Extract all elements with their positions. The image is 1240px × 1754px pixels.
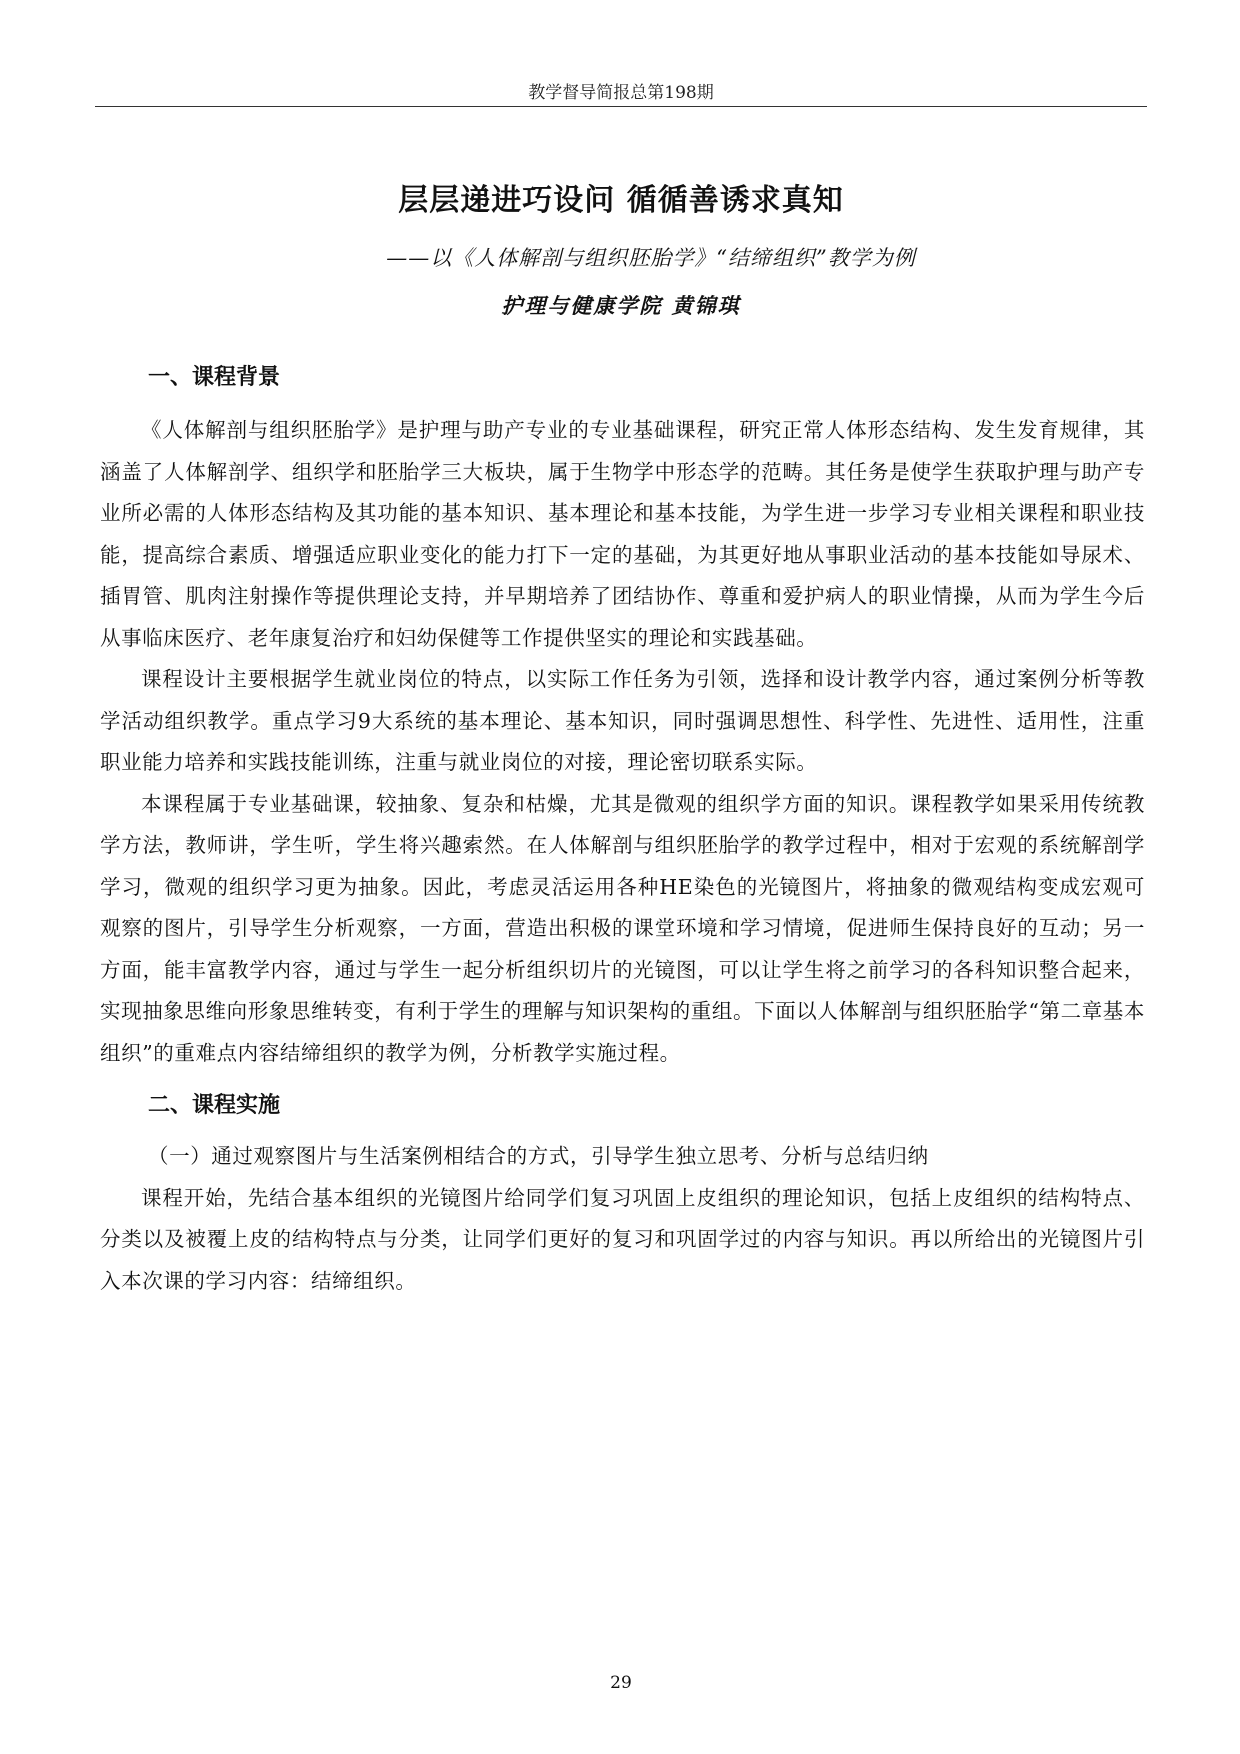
page-number: 29: [610, 1673, 632, 1693]
paragraph: 本课程属于专业基础课，较抽象、复杂和枯燥，尤其是微观的组织学方面的知识。课程教学如果采用传统教学方法，教师讲，学生听，学生将兴趣索然。在人体解剖与组织胚胎学的教学过程中，相对于宏观的系统解剖学学习，微观的组织学习更为抽象。因此，考虑灵活运用各种HE染色的光镜图片，将抽象的微观结构变成宏观可观察的图片，引导学生分析观察，一方面，营造出积极的课堂环境和学习情境，促进师生保持良好的互动；另一方面，能丰富教学内容，通过与学生一起分析组织切片的光镜图，可以让学生将之前学习的各科知识整合起来，实现抽象思维向形象思维转变，有利于学生的理解与知识架构的重组。下面以人体解剖与组织胚胎学“第二章基本组织”的重难点内容结缔组织的教学为例，分析教学实施过程。: [100, 791, 1145, 1065]
paragraph: 《人体解剖与组织胚胎学》是护理与助产专业的专业基础课程，研究正常人体形态结构、发生发育规律，其涵盖了人体解剖学、组织学和胚胎学三大板块，属于生物学中形态学的范畴。其任务是使学生获取护理与助产专业所必需的人体形态结构及其功能的基本知识、基本理论和基本技能，为学生进一步学习专业相关课程和职业技能，提高综合素质、增强适应职业变化的能力打下一定的基础，为其更好地从事职业活动的基本技能如导尿术、插胃管、肌肉注射操作等提供理论支持，并早期培养了团结协作、尊重和爱护病人的职业情操，从而为学生今后从事临床医疗、老年康复治疗和妇幼保健等工作提供坚实的理论和实践基础。: [100, 418, 1145, 650]
paragraph: 课程开始，先结合基本组织的光镜图片给同学们复习巩固上皮组织的理论知识，包括上皮组织的结构特点、分类以及被覆上皮的结构特点与分类，让同学们更好的复习和巩固学过的内容与知识。再以所给出的光镜图片引入本次课的学习内容：结缔组织。: [100, 1185, 1145, 1293]
section-heading-implementation: 二、课程实施: [148, 1093, 281, 1118]
article-title: 层层递进巧设问 循循善诱求真知: [398, 183, 844, 218]
section-heading-background: 一、课程背景: [148, 365, 281, 390]
article-subtitle: ——以《人体解剖与组织胚胎学》“结缔组织”教学为例: [386, 246, 916, 270]
paragraph: 课程设计主要根据学生就业岗位的特点，以实际工作任务为引领，选择和设计教学内容，通过案例分析等教学活动组织教学。重点学习9大系统的基本理论、基本知识，同时强调思想性、科学性、先进性、适用性，注重职业能力培养和实践技能训练，注重与就业岗位的对接，理论密切联系实际。: [100, 667, 1145, 774]
article-body: [100, 360, 1145, 1302]
article-author: 护理与健康学院 黄锦琪: [501, 293, 741, 318]
header-divider: [95, 106, 1147, 107]
subsection-heading: （一）通过观察图片与生活案例相结合的方式，引导学生独立思考、分析与总结归纳: [148, 1144, 929, 1168]
running-header: 教学督导简报总第198期: [528, 83, 714, 103]
